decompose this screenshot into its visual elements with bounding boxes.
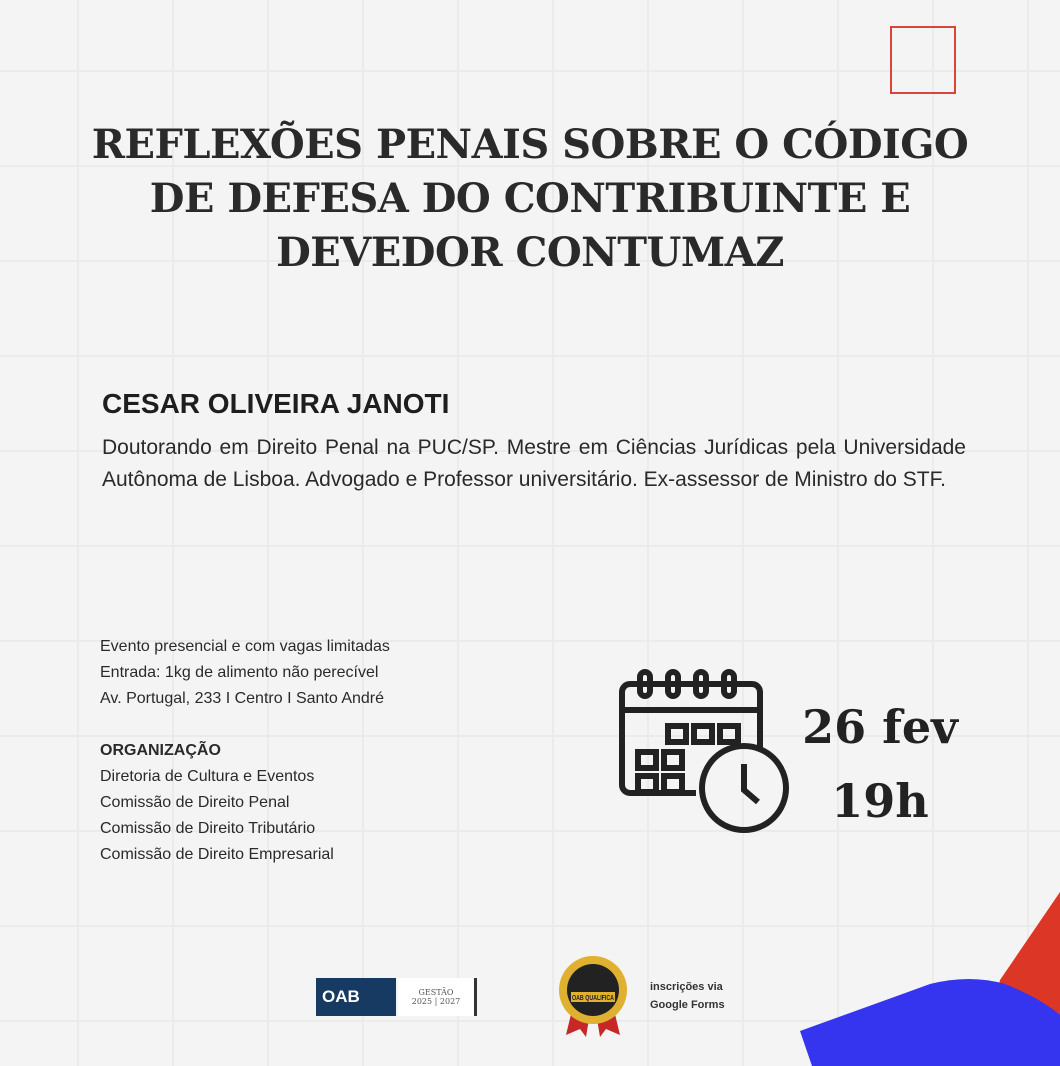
event-time: 19h xyxy=(831,774,929,828)
org-item: Comissão de Direito Empresarial xyxy=(100,846,334,863)
calendar-clock-icon xyxy=(616,668,796,843)
event-date: 26 fev xyxy=(802,700,958,754)
forms-line: inscrições via xyxy=(650,981,723,993)
event-datetime xyxy=(780,690,980,838)
speaker-name: CESAR OLIVEIRA JANOTI xyxy=(102,388,450,419)
title-line: DEVEDOR CONTUMAZ xyxy=(276,229,784,276)
gestao-label xyxy=(398,978,477,1016)
decorative-corner-shapes xyxy=(780,880,1060,1066)
organization xyxy=(100,738,334,868)
org-item: Comissão de Direito Tributário xyxy=(100,820,316,837)
speaker-bio: Doutorando em Direito Penal na PUC/SP. Mestre em Ciências Jurídicas pela Universidade Autônoma de Lisboa. Advogado e Professor universitário. Ex-assessor de Ministro do STF. xyxy=(102,436,966,491)
registration-info[interactable] xyxy=(650,978,725,1014)
organization-heading: ORGANIZAÇÃO xyxy=(100,742,221,759)
event-info xyxy=(100,634,390,712)
oab-logo: OAB xyxy=(316,978,396,1016)
gestao-period: 2025 | 2027 xyxy=(411,997,461,1006)
org-item: Comissão de Direito Penal xyxy=(100,794,290,811)
org-item: Diretoria de Cultura e Eventos xyxy=(100,768,315,785)
decorative-square xyxy=(890,26,956,94)
gestao-text: GESTÃO xyxy=(418,988,454,997)
badge-label: OAB QUALIFICA xyxy=(572,995,614,1002)
event-title xyxy=(60,118,1000,280)
title-line: REFLEXÕES PENAIS SOBRE O CÓDIGO xyxy=(91,121,969,168)
qualifica-badge-icon xyxy=(558,955,628,1040)
info-line: Av. Portugal, 233 I Centro I Santo André xyxy=(100,690,385,707)
forms-line: Google Forms xyxy=(650,999,725,1011)
title-line: DE DEFESA DO CONTRIBUINTE E xyxy=(149,175,911,222)
info-line: Entrada: 1kg de alimento não perecível xyxy=(100,664,379,681)
info-line: Evento presencial e com vagas limitadas xyxy=(100,638,390,655)
